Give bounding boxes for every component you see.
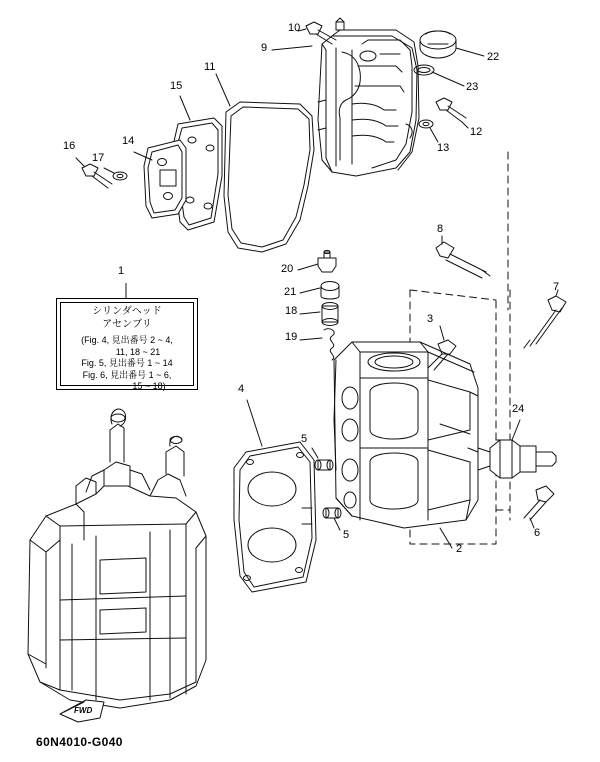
callout-21: 21	[284, 286, 297, 298]
legend-line-5: 15 ~ 18)	[132, 381, 166, 391]
callout-4: 4	[238, 383, 245, 395]
legend-line-3: Fig. 5, 見出番号 1 ~ 14	[81, 358, 173, 368]
part-code-label: 60N4010-G040	[36, 735, 123, 749]
legend-line-1: (Fig. 4, 見出番号 2 ~ 4,	[81, 335, 173, 345]
callout-18: 18	[285, 305, 298, 317]
callout-9: 9	[261, 42, 268, 54]
callout-3: 3	[427, 313, 434, 325]
legend-line-4: Fig. 6, 見出番号 1 ~ 6,	[82, 369, 172, 380]
callout-12: 12	[470, 126, 483, 138]
callout-24: 24	[512, 403, 525, 415]
fwd-arrow-label: FWD	[74, 706, 93, 715]
legend-title-line2: アセンブリ	[102, 319, 152, 330]
callout-19: 19	[285, 331, 298, 343]
callout-14: 14	[122, 135, 135, 147]
callout-15: 15	[170, 80, 183, 92]
legend-line-2: 11, 18 ~ 21	[115, 346, 161, 357]
callout-22: 22	[487, 51, 500, 63]
callout-16: 16	[63, 140, 76, 152]
callout-5-upper: 5	[301, 433, 308, 445]
callout-1: 1	[118, 265, 125, 277]
callout-7: 7	[553, 281, 560, 293]
callout-2: 2	[456, 543, 463, 555]
callout-11: 11	[204, 61, 216, 73]
callout-23: 23	[466, 81, 479, 93]
callout-13: 13	[437, 142, 450, 154]
callout-6: 6	[534, 527, 541, 539]
callout-10: 10	[288, 22, 301, 34]
callout-8: 8	[437, 223, 444, 235]
callout-17: 17	[92, 152, 105, 164]
legend-title-line1: シリンダヘッド	[92, 306, 162, 317]
callout-5-lower: 5	[343, 529, 350, 541]
callout-20: 20	[281, 263, 294, 275]
